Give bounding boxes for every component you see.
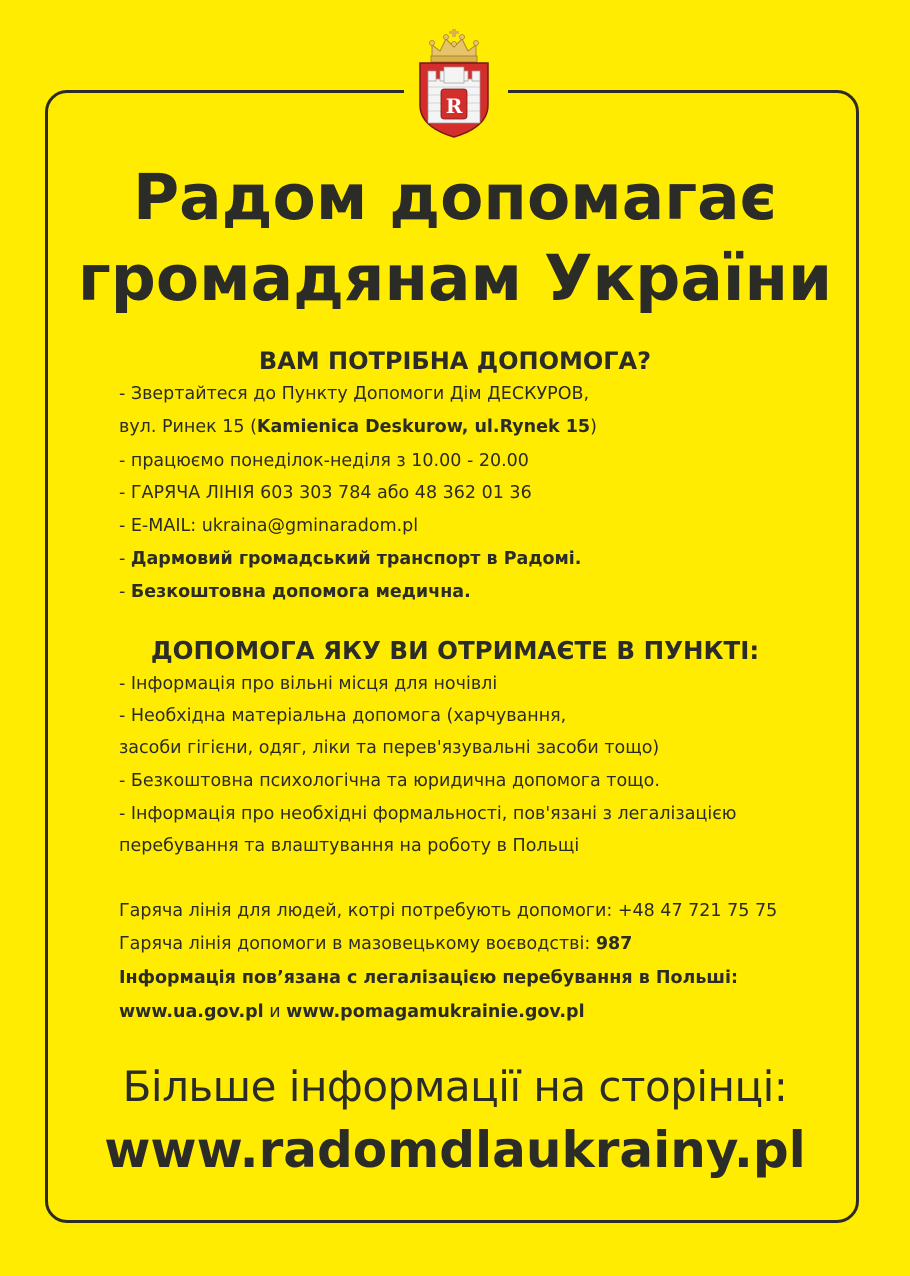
page-title-line2: громадянам України: [77, 242, 833, 315]
list-item: перебування та влаштування на роботу в Польщі: [119, 836, 580, 856]
gov-links: www.ua.gov.pl и www.pomagamukrainie.gov.pl: [119, 1002, 585, 1022]
crown-icon: [430, 29, 479, 62]
page-title-line1: Радом допомагає: [132, 161, 778, 234]
section1-heading: ВАМ ПОТРІБНА ДОПОМОГА?: [258, 347, 652, 375]
list-item: - Інформація про вільні місця для ночівлі: [119, 674, 498, 694]
hours-line: - працюємо понеділок-неділя з 10.00 - 20.00: [119, 451, 529, 471]
email-line: - E-MAIL: ukraina@gminaradom.pl: [119, 516, 419, 536]
radom-coat-of-arms-icon: [414, 27, 494, 139]
section2-heading: ДОПОМОГА ЯКУ ВИ ОТРИМАЄТЕ В ПУНКТІ:: [150, 636, 760, 665]
list-item: - Інформація про необхідні формальності, пов'язані з легалізацією: [119, 804, 737, 824]
medical-line: - Безкоштовна допомога медична.: [119, 582, 471, 602]
link-ua-gov[interactable]: www.ua.gov.pl: [119, 1002, 264, 1022]
hotline-people: Гаряча лінія для людей, котрі потребують допомоги: +48 47 721 75 75: [119, 901, 778, 921]
list-item: - Безкоштовна психологічна та юридична допомога тощо.: [119, 771, 660, 791]
legal-info: Інформація пов’язана с легалізацією перебування в Польші:: [119, 968, 738, 988]
transport-line: - Дармовий громадський транспорт в Радомі.: [119, 549, 582, 569]
hotline-line: - ГАРЯЧА ЛІНІЯ 603 303 784 або 48 362 01 36: [119, 483, 532, 503]
hotline-region: Гаряча лінія допомоги в мазовецькому воєводстві: 987: [119, 934, 633, 954]
link-pomagam[interactable]: www.pomagamukrainie.gov.pl: [286, 1002, 585, 1022]
list-item: засоби гігієни, одяг, ліки та перев'язувальні засоби тощо): [119, 738, 660, 758]
list-item: - Необхідна матеріальна допомога (харчування,: [119, 706, 567, 726]
crest-letter: R: [445, 94, 463, 118]
more-info-text: Більше інформації на сторінці:: [122, 1062, 788, 1111]
address-line-2: вул. Ринек 15 (Kamienica Deskurow, ul.Rynek 15): [119, 417, 597, 437]
website-link[interactable]: www.radomdlaukrainy.pl: [104, 1121, 806, 1179]
address-line: - Звертайтеся до Пункту Допомоги Дім ДЕСКУРОВ,: [119, 384, 590, 404]
